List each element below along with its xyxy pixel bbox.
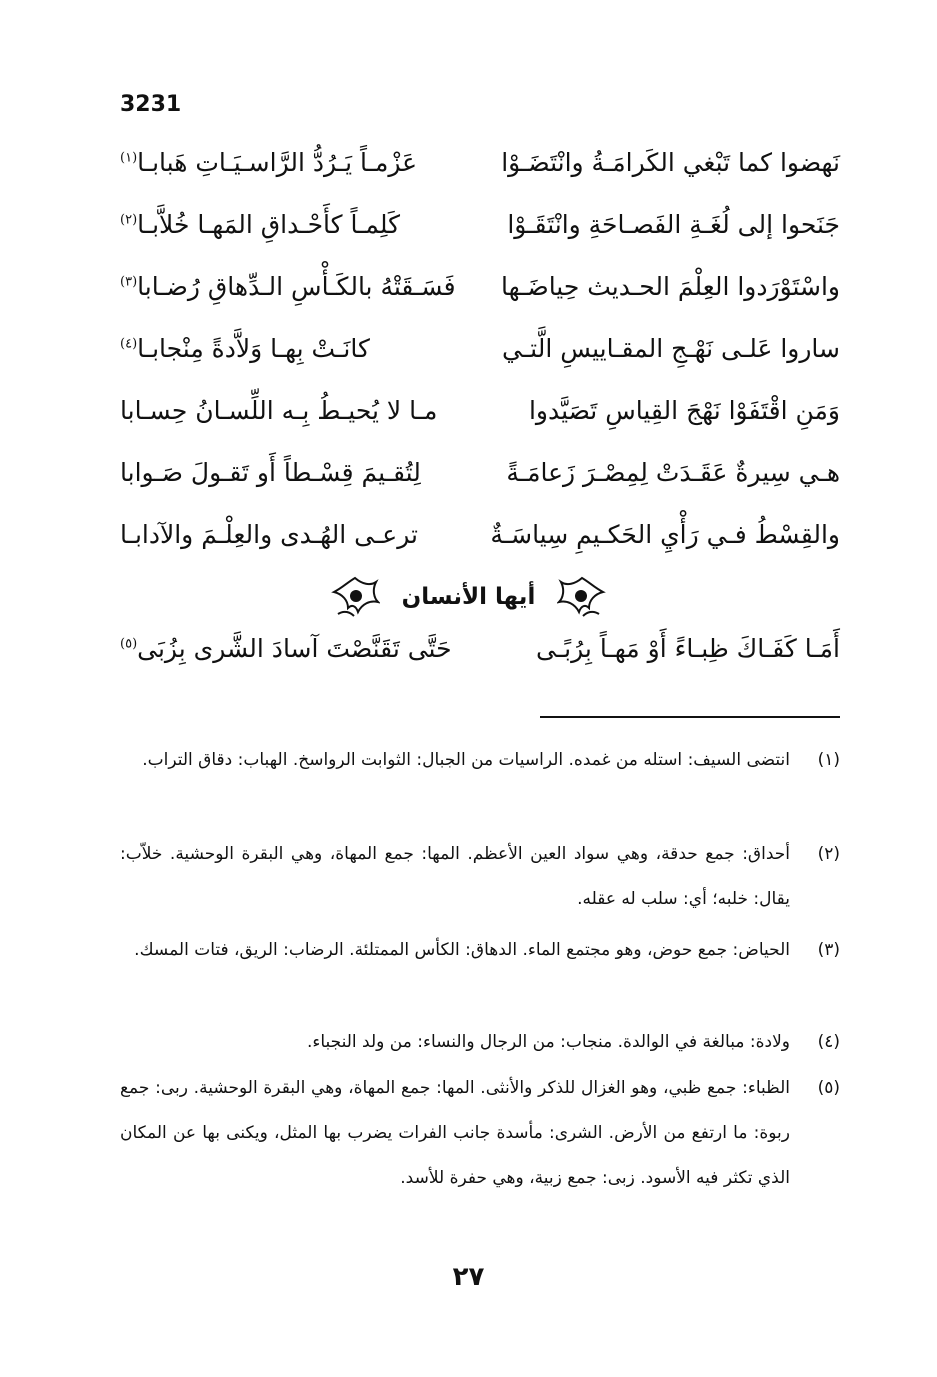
footnote-number: (٣)	[817, 940, 840, 960]
footnote-ref: (٢)	[120, 212, 138, 228]
verse-second-hemistich	[120, 334, 500, 363]
verse-second-hemistich	[120, 634, 500, 663]
footnote-ref: (٤)	[120, 336, 138, 352]
ornament-left-icon	[330, 574, 380, 620]
verse-first-hemistich: أَمَـا كَفَـاكَ ظِبـاءً أَوْ مَهـاً بِرُبًـى	[536, 634, 840, 663]
verse-line	[120, 334, 840, 384]
footnote-number: (١)	[817, 750, 840, 770]
verse-second-text: كانَـتْ بِهـا وَلاَّدةً مِنْجابـا	[137, 334, 370, 363]
verse-first-hemistich: والقِسْطُ فـي رَأْيِ الحَكـيمِ سِياسَـةٌ	[490, 520, 840, 549]
verse-line	[120, 148, 840, 198]
footnote	[120, 928, 840, 973]
ornament-right-icon	[557, 574, 607, 620]
section-heading	[0, 572, 937, 622]
verse-line	[120, 210, 840, 260]
footnote-text: أحداق: جمع حدقة، وهي سواد العين الأعظم. المها: جمع المهاة، وهي البقرة الوحشية. خلاّب: يقال: خلبه؛ أي: سلب له عقله.	[120, 844, 790, 909]
verse-first-hemistich: نَهضوا كما تَبْغي الكَرامَـةُ وانْتَضَـوْا	[501, 148, 840, 177]
verse-second-hemistich	[120, 272, 500, 301]
footnote-ref: (٥)	[120, 636, 138, 652]
footnote-text: انتضى السيف: استله من غمده. الراسيات من الجبال: الثوابت الرواسخ. الهباب: دقاق التراب.	[142, 750, 790, 770]
footnote	[120, 832, 840, 922]
footnote-text: الحياض: جمع حوض، وهو مجتمع الماء. الدهاق: الكأس الممتلئة. الرضاب: الريق، فتات المسك.	[134, 940, 790, 960]
verse-first-hemistich: ساروا عَلـى نَهْـجِ المقـاييسِ الَّتـي	[502, 334, 840, 363]
footnote-ref: (١)	[120, 150, 138, 166]
footnote	[120, 1020, 840, 1065]
verse-second-text: فَسَـقَتْهُ بالكَـأْسِ الـدِّهاقِ رُضـابا	[137, 272, 456, 301]
verse-first-hemistich: وَمَنِ اقْتَفَوْا نَهْجَ القِياسِ تَصَيَّدوا	[528, 396, 840, 425]
page-id: 3231	[120, 92, 182, 117]
verse-line	[120, 520, 840, 570]
verse-line	[120, 634, 840, 684]
verse-second-text: كَلِمـاً كأَحْـداقِ المَهـا خُلاَّبـا	[137, 210, 401, 239]
footnote-text: ولادة: مبالغة في الوالدة. منجاب: من الرجال والنساء: من ولد النجباء.	[306, 1032, 790, 1052]
folio-number: ٢٧	[452, 1262, 485, 1292]
verse-second-hemistich: مـا لا يُحيـطُ بِـه اللِّسـانُ حِسـابا	[120, 396, 438, 425]
verse-first-hemistich: جَنَحوا إلى لُغَـةِ الفَصـاحَةِ وانْتَقَـوْا	[507, 210, 840, 239]
verse-line	[120, 272, 840, 322]
verse-second-text: عَزْمـاً يَـرُدُّ الرَّاسـيَـاتِ هَبابـا	[137, 148, 418, 177]
section-title: أيها الأنسان	[401, 584, 536, 610]
footnote-number: (٤)	[817, 1032, 840, 1052]
verse-first-hemistich: هـي سِيرةٌ عَقَـدَتْ لِمِصْـرَ زَعامَـةً	[506, 458, 840, 487]
verse-second-hemistich	[120, 148, 500, 177]
verse-second-hemistich: لِتُقـيمَ قِسْـطاً أَو تَقـولَ صَـوابا	[120, 458, 421, 487]
verse-first-hemistich: واسْتَوْرَدوا العِلْمَ الحـديث حِياضَـها	[501, 272, 840, 301]
footnote-text: الظباء: جمع ظبي، وهو الغزال للذكر والأنثى. المها: جمع المهاة، وهي البقرة الوحشية. ربى: جمع ربوة: ما ارتفع من الأرض. الشرى: مأسدة جانب الفرات يضرب بها المثل، ويكنى بها عن المكان الذي تكثر فيه الأسود. زبى: جمع زبية، وهي حفرة للأسد.	[120, 1078, 790, 1188]
verse-line	[120, 396, 840, 446]
verse-line	[120, 458, 840, 508]
footnote-number: (٥)	[817, 1078, 840, 1098]
verse-second-hemistich: ترعـى الهُـدى والعِلْـمَ والآدابـا	[120, 520, 418, 549]
verse-second-text: حَتَّى تَقَنَّصْتَ آسادَ الشَّرى بِزُبَى	[137, 634, 452, 663]
verse-second-hemistich	[120, 210, 500, 239]
footnote-number: (٢)	[817, 844, 840, 864]
footnote-separator	[540, 716, 840, 718]
footnote	[120, 738, 840, 783]
footnote-ref: (٣)	[120, 274, 138, 290]
footnote	[120, 1066, 840, 1201]
